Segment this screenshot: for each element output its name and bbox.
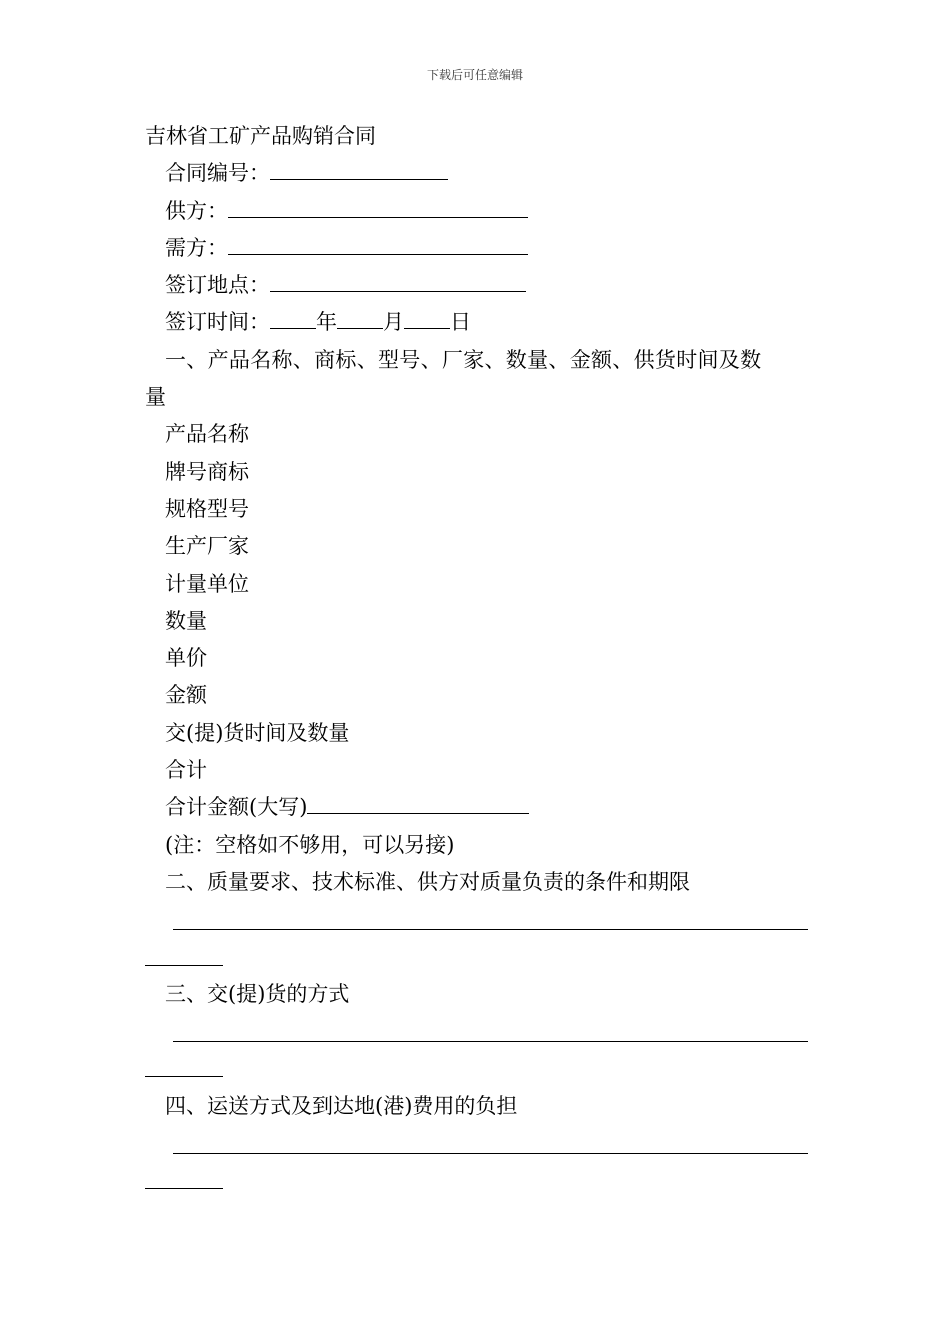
section4-fill-line[interactable]: [145, 1125, 810, 1162]
day-blank[interactable]: [404, 306, 450, 329]
list-item: 规格型号: [165, 496, 249, 521]
month-label: 月: [383, 310, 404, 335]
supplier-row: [145, 193, 810, 230]
signing-time-row: [145, 304, 810, 341]
list-item: 交(提)货时间及数量: [165, 720, 350, 745]
supplier-label: 供方：: [165, 198, 228, 223]
list-item: 产品名称: [165, 422, 249, 447]
buyer-blank[interactable]: [228, 232, 528, 255]
month-blank[interactable]: [337, 306, 383, 329]
section1-note: (注：空格如不够用，可以另接): [165, 832, 455, 857]
section1-heading-line2: 量: [145, 385, 166, 410]
section2-fill-line[interactable]: [145, 901, 810, 938]
section2-fill-line-end[interactable]: [145, 939, 810, 976]
list-item: 生产厂家: [165, 534, 249, 559]
section4-fill-line-end[interactable]: [145, 1162, 810, 1199]
signing-time-label: 签订时间：: [165, 310, 270, 335]
total-amount-blank[interactable]: [307, 791, 529, 814]
section4-heading: 四、运送方式及到达地(港)费用的负担: [165, 1093, 518, 1118]
document-title: 吉林省工矿产品购销合同: [145, 124, 376, 148]
contract-number-row: [145, 155, 810, 192]
list-item: 单价: [165, 646, 207, 671]
signing-place-row: [145, 267, 810, 304]
list-item: 数量: [165, 608, 207, 633]
buyer-row: [145, 230, 810, 267]
total-amount-label: 合计金额(大写): [165, 795, 308, 820]
year-label: 年: [316, 310, 337, 335]
contract-number-blank[interactable]: [270, 157, 448, 180]
total-amount-row: [145, 789, 810, 826]
list-item: 牌号商标: [165, 459, 249, 484]
buyer-label: 需方：: [165, 235, 228, 260]
signing-place-label: 签订地点：: [165, 273, 270, 298]
list-item: 金额: [165, 683, 207, 708]
section1-heading-line1: 一、产品名称、商标、型号、厂家、数量、金额、供货时间及数: [165, 347, 762, 372]
section3-fill-line-end[interactable]: [145, 1050, 810, 1087]
contract-number-label: 合同编号：: [165, 161, 270, 186]
section1-heading: [145, 342, 810, 417]
signing-place-blank[interactable]: [270, 269, 526, 292]
section3-heading: 三、交(提)货的方式: [165, 981, 350, 1006]
list-item: 计量单位: [165, 571, 249, 596]
section3-fill-line[interactable]: [145, 1013, 810, 1050]
day-label: 日: [450, 310, 471, 335]
year-blank[interactable]: [270, 306, 316, 329]
document-body: [145, 118, 810, 1200]
supplier-blank[interactable]: [228, 195, 528, 218]
section2-heading: 二、质量要求、技术标准、供方对质量负责的条件和期限: [165, 869, 690, 894]
header-note: 下载后可任意编辑: [426, 68, 523, 82]
list-item: 合计: [165, 758, 207, 783]
